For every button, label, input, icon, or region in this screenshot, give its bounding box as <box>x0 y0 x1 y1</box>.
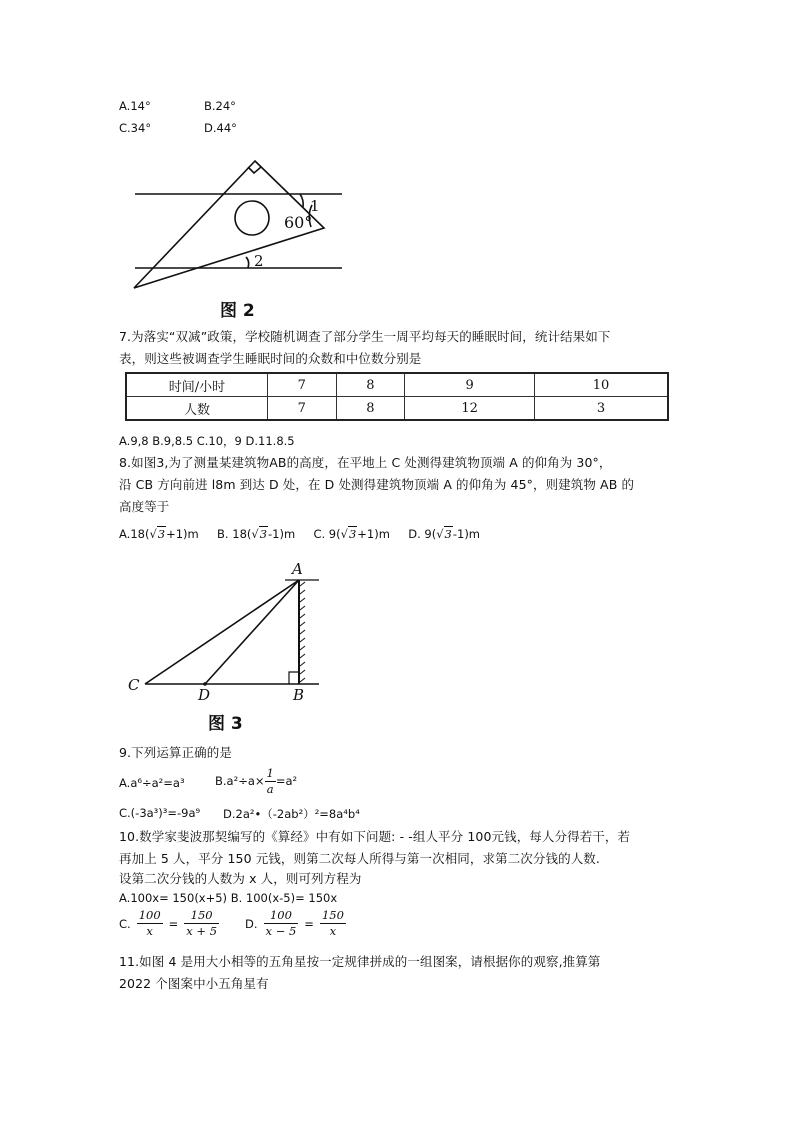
angle-1-label: 1 <box>310 197 320 215</box>
q10-option-c-label: C. <box>119 916 131 931</box>
table-cell: 12 <box>405 397 535 421</box>
table-row <box>126 373 668 397</box>
q8-text-line1: 8.如图3,为了测量某建筑物AB的高度，在平地上 C 处测得建筑物顶端 A 的仰角为 30°， <box>119 455 612 470</box>
q8-option-a: A.18(√3+1)m <box>119 527 199 541</box>
figure-3-caption: 图 3 <box>208 714 243 734</box>
building-hatching <box>300 582 305 682</box>
q10-text-line1: 10.数学家斐波那契编写的《算经》中有如下问题: - -组人平分 100元钱，每人分得若干，若 <box>119 829 631 844</box>
right-angle-mark <box>248 167 261 173</box>
table-cell: 9 <box>405 373 535 397</box>
angle-2-label: 2 <box>254 252 264 270</box>
table-header-count: 人数 <box>126 397 268 421</box>
sqrt-3: √3 <box>251 527 268 541</box>
table-cell: 8 <box>336 397 405 421</box>
q8-option-d: D. 9(√3-1)m <box>408 527 481 541</box>
angle-2-arc <box>246 257 249 268</box>
ruler-hole <box>235 201 269 235</box>
sqrt-3: √3 <box>340 527 357 541</box>
line-ca <box>145 580 299 684</box>
q8-option-b: B. 18(√3-1)m <box>217 527 296 541</box>
figure-3-label-a: A <box>292 560 303 578</box>
q11-text-line2: 2022 个图案中小五角星有 <box>119 976 269 991</box>
fraction: $\frac{150}{x}$ <box>321 908 344 938</box>
angle-60-label: 60° <box>284 213 313 232</box>
q10-options-cd: C. $\frac{100}{x}$ = $\frac{150}{x + 5}$ D. $\frac{100}{x - 5}$ = $\frac{150}{x}$ <box>119 908 344 938</box>
q7-text-line2: 表，则这些被调查学生睡眠时间的众数和中位数分别是 <box>119 351 422 366</box>
q9-option-c: C.(-3a³)³=-9a⁹ <box>119 806 201 820</box>
q9-option-b: B.a²÷a× $\frac{1}{a}$ =a² <box>215 766 298 796</box>
q8-options <box>119 527 480 541</box>
figure-3-label-d: D <box>198 686 211 704</box>
sleep-time-table <box>125 372 669 421</box>
q7-text-line1: 7.为落实“双减”政策，学校随机调查了部分学生一周平均每天的睡眠时间，统计结果如下 <box>119 329 611 344</box>
figure-3-diagram <box>125 558 325 703</box>
q10-text-line2: 再加上 5 人，平分 150 元钱，则第二次每人所得与第一次相同，求第二次分钱的人数. <box>119 851 600 866</box>
q8-text-line3: 高度等于 <box>119 499 170 514</box>
sqrt-3: √3 <box>436 527 452 541</box>
figure-2-caption: 图 2 <box>220 301 255 321</box>
q8-option-c: C. 9(√3+1)m <box>313 527 390 541</box>
q6-option-a: A.14° <box>119 99 151 113</box>
q6-option-d: D.44° <box>204 121 237 135</box>
q7-options: A.9,8 B.9,8.5 C.10，9 D.11.8.5 <box>119 434 295 448</box>
sqrt-3: √3 <box>149 527 166 541</box>
q9-option-d: D.2a²•（-2ab²）²=8a⁴b⁴ <box>223 807 360 821</box>
fraction: $\frac{150}{x + 5}$ <box>186 908 218 938</box>
line-da <box>205 580 299 684</box>
table-header-time: 时间/小时 <box>126 373 268 397</box>
fraction: $\frac{100}{x}$ <box>138 908 161 938</box>
figure-3-label-b: B <box>293 686 305 704</box>
q9-text: 9.下列运算正确的是 <box>119 745 232 760</box>
q6-option-b: B.24° <box>204 99 236 113</box>
table-row <box>126 397 668 421</box>
fraction: $\frac{100}{x - 5}$ <box>265 908 297 938</box>
table-cell: 7 <box>268 397 337 421</box>
q6-option-c: C.34° <box>119 121 152 135</box>
right-angle-mark-b <box>289 672 299 684</box>
q10-text-line3: 设第二次分钱的人数为 x 人，则可列方程为 <box>119 871 362 886</box>
fraction-1-over-a: $\frac{1}{a}$ <box>266 766 274 796</box>
q9-option-a: A.a⁶÷a²=a³ <box>119 776 185 790</box>
table-cell: 7 <box>268 373 337 397</box>
q10-option-d-label: D. <box>245 916 258 931</box>
q11-text-line1: 11.如图 4 是用大小相等的五角星按一定规律拼成的一组图案，请根据你的观察,推算第 <box>119 954 601 969</box>
table-cell: 3 <box>535 397 669 421</box>
q10-options-ab: A.100x= 150(x+5) B. 100(x-5)= 150x <box>119 891 338 905</box>
table-cell: 10 <box>535 373 669 397</box>
q8-text-line2: 沿 CB 方向前进 l8m 到达 D 处，在 D 处测得建筑物顶端 A 的仰角为 45°，则建筑物 AB 的 <box>119 477 635 492</box>
table-cell: 8 <box>336 373 405 397</box>
figure-3-label-c: C <box>128 676 140 694</box>
